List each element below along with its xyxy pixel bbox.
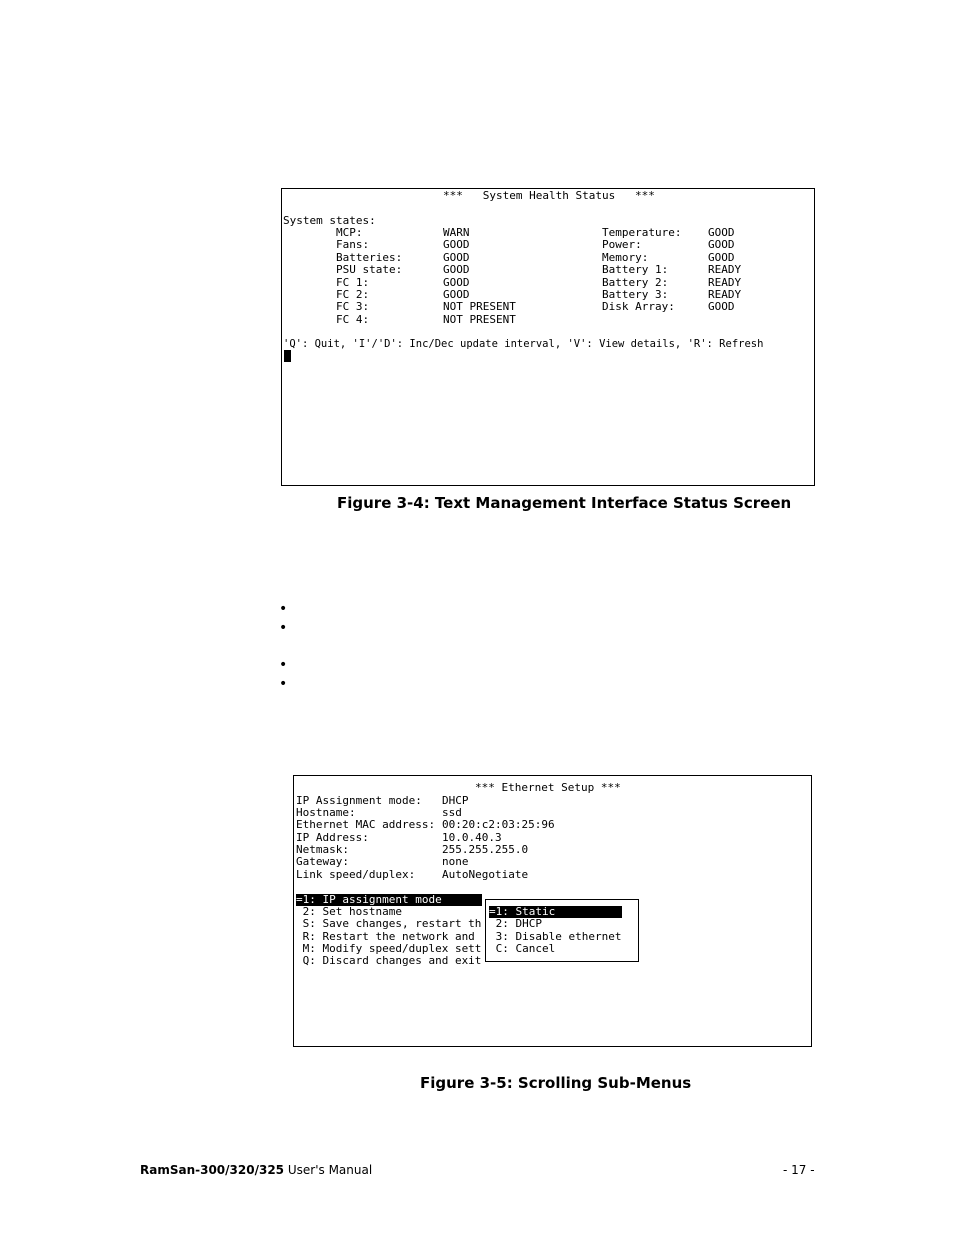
system-states-label: System states:: [283, 214, 376, 227]
state-label-temperature: Temperature:: [602, 226, 682, 239]
submenu-item-cancel[interactable]: C: Cancel: [489, 942, 556, 955]
state-label-battery1: Battery 1:: [602, 263, 669, 276]
field-label-link-speed: Link speed/duplex:: [296, 868, 416, 881]
state-label-fc2: FC 2:: [336, 288, 370, 301]
state-label-disk-array: Disk Array:: [602, 300, 675, 313]
submenu-item-dhcp[interactable]: 2: DHCP: [489, 917, 542, 930]
field-value-netmask: 255.255.255.0: [442, 843, 529, 856]
state-value-psu: GOOD: [443, 263, 470, 276]
terminal-title: *** Ethernet Setup ***: [475, 781, 621, 794]
state-label-battery2: Battery 2:: [602, 276, 669, 289]
footer-manual-label: User's Manual: [284, 1163, 373, 1177]
state-value-fans: GOOD: [443, 238, 470, 251]
footer-product: RamSan-300/320/325: [140, 1163, 285, 1177]
bullet-1: •: [279, 601, 288, 617]
state-label-fans: Fans:: [336, 238, 370, 251]
ethernet-setup-terminal: [293, 775, 812, 1047]
figure-caption-3-4: Figure 3-4: Text Management Interface Status Screen: [337, 494, 792, 512]
menu-item-save-changes[interactable]: S: Save changes, restart th: [296, 917, 482, 930]
state-value-batteries: GOOD: [443, 251, 470, 264]
state-label-mcp: MCP:: [336, 226, 363, 239]
field-value-mac: 00:20:c2:03:25:96: [442, 818, 555, 831]
state-value-fc1: GOOD: [443, 276, 470, 289]
state-value-mcp: WARN: [443, 226, 470, 239]
field-value-hostname: ssd: [442, 806, 462, 819]
state-value-fc4: NOT PRESENT: [443, 313, 516, 326]
figure-caption-3-5: Figure 3-5: Scrolling Sub-Menus: [420, 1074, 692, 1092]
field-label-ip-address: IP Address:: [296, 831, 369, 844]
bullet-3: •: [279, 657, 288, 673]
submenu-item-static[interactable]: =1: Static: [489, 906, 622, 918]
state-label-batteries: Batteries:: [336, 251, 403, 264]
terminal-cursor: [284, 350, 291, 362]
terminal-title: *** System Health Status ***: [443, 189, 655, 202]
submenu-item-disable-ethernet[interactable]: 3: Disable ethernet: [489, 930, 622, 943]
field-value-ip-assignment: DHCP: [442, 794, 469, 807]
bullet-4: •: [279, 676, 288, 692]
field-label-mac: Ethernet MAC address:: [296, 818, 436, 831]
menu-item-discard-exit[interactable]: Q: Discard changes and exit: [296, 954, 482, 967]
status-screen-terminal: [281, 188, 815, 486]
menu-item-ip-assignment-mode[interactable]: =1: IP assignment mode: [296, 894, 482, 906]
state-label-fc3: FC 3:: [336, 300, 370, 313]
field-label-hostname: Hostname:: [296, 806, 356, 819]
state-label-fc1: FC 1:: [336, 276, 370, 289]
menu-item-set-hostname[interactable]: 2: Set hostname: [296, 905, 402, 918]
state-value-disk-array: GOOD: [708, 300, 735, 313]
state-value-battery2: READY: [708, 276, 742, 289]
field-value-ip-address: 10.0.40.3: [442, 831, 502, 844]
state-label-battery3: Battery 3:: [602, 288, 669, 301]
field-value-link-speed: AutoNegotiate: [442, 868, 529, 881]
footer-manual-title: [140, 1163, 372, 1177]
field-label-ip-assignment: IP Assignment mode:: [296, 794, 422, 807]
state-value-battery3: READY: [708, 288, 742, 301]
state-label-fc4: FC 4:: [336, 313, 370, 326]
ip-assignment-submenu: [485, 899, 639, 962]
bullet-2: •: [279, 620, 288, 636]
state-value-memory: GOOD: [708, 251, 735, 264]
state-value-fc3: NOT PRESENT: [443, 300, 516, 313]
state-value-temperature: GOOD: [708, 226, 735, 239]
footer-page-number: - 17 -: [783, 1163, 815, 1177]
menu-item-modify-speed[interactable]: M: Modify speed/duplex sett: [296, 942, 482, 955]
state-value-battery1: READY: [708, 263, 742, 276]
state-label-psu: PSU state:: [336, 263, 403, 276]
menu-item-restart-network[interactable]: R: Restart the network and: [296, 930, 475, 943]
help-line: 'Q': Quit, 'I'/'D': Inc/Dec update interval, 'V': View details, 'R': Refresh: [283, 338, 764, 350]
field-value-gateway: none: [442, 855, 469, 868]
state-value-fc2: GOOD: [443, 288, 470, 301]
state-label-power: Power:: [602, 238, 642, 251]
field-label-gateway: Gateway:: [296, 855, 349, 868]
state-label-memory: Memory:: [602, 251, 649, 264]
field-label-netmask: Netmask:: [296, 843, 349, 856]
state-value-power: GOOD: [708, 238, 735, 251]
